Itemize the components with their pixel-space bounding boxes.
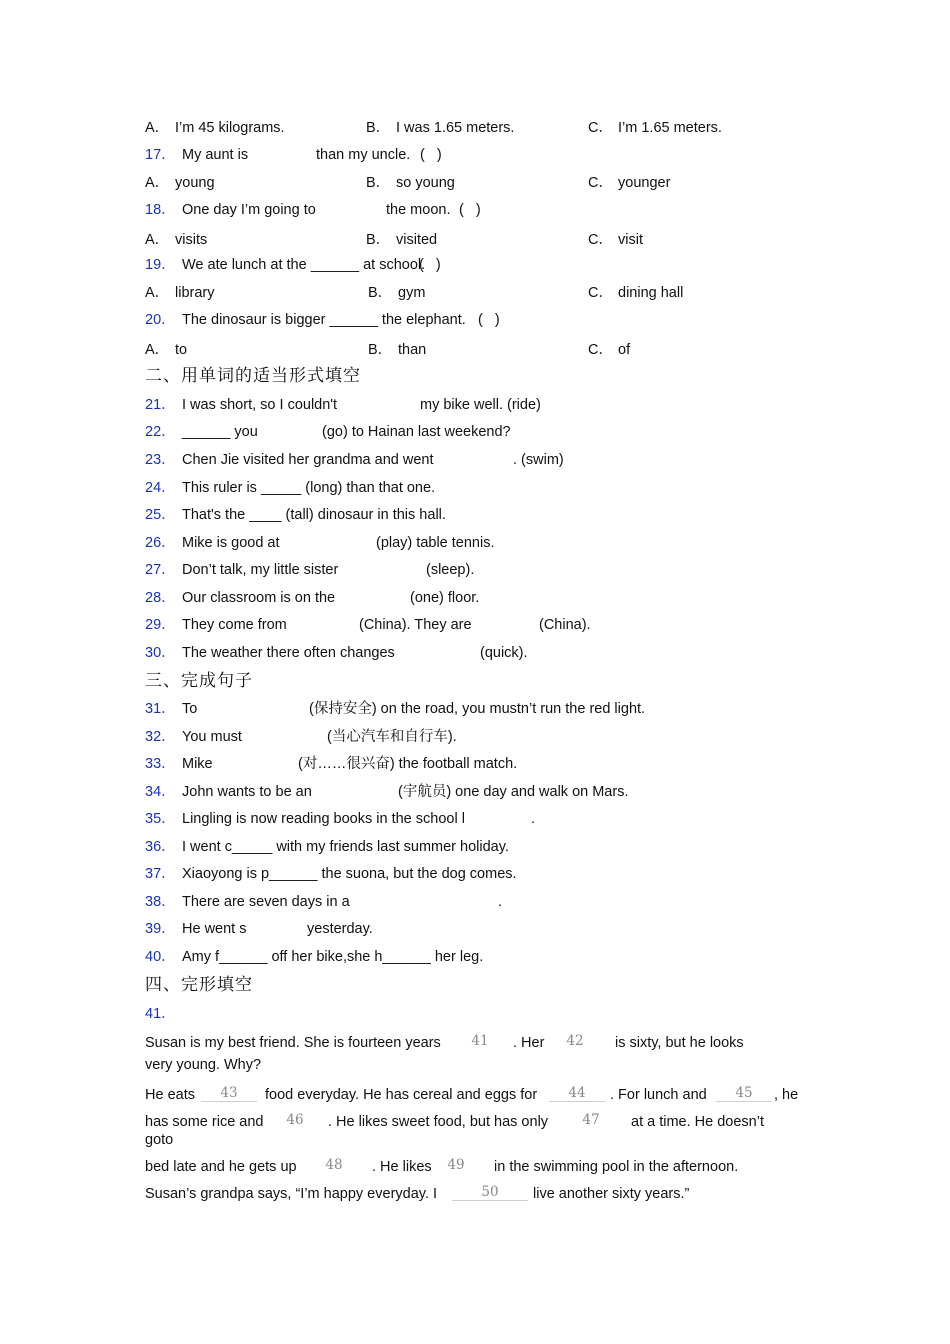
question-text: than my uncle. [316,147,411,163]
answer-paren: ( ) [419,257,441,273]
cloze-blank-42[interactable]: 42 [566,1033,584,1049]
question-text: . [498,894,503,910]
question-text: Mike [182,756,213,772]
question-text: To [182,701,198,717]
fill-question-28 [145,588,480,608]
cloze-blank-46[interactable]: 46 [286,1112,304,1128]
cloze-text: bed late and he gets up [145,1159,297,1175]
question-number: 28． [145,590,176,606]
question-number: 35． [145,811,176,827]
question-number: 18． [145,202,176,218]
question-text: You must [182,729,242,745]
question-text: There are seven days in a [182,894,350,910]
option-b[interactable]: B． than [368,342,427,358]
cloze-blank-49[interactable]: 49 [447,1157,465,1173]
option-a[interactable]: A． young [145,175,215,191]
cloze-blank-41[interactable]: 41 [471,1033,489,1049]
question-text: This ruler is _____ (long) than that one. [182,480,436,496]
question-number: 36． [145,839,176,855]
fill-question-23 [145,450,564,470]
question-text: (对……很兴奋) the football match. [298,756,518,772]
question-number: 32． [145,729,176,745]
cloze-text: He eats [145,1087,195,1103]
option-c[interactable]: C． visit [588,232,643,248]
option-c[interactable]: C． dining hall [588,285,684,301]
cloze-text: Susan is my best friend. She is fourteen years [145,1035,441,1051]
question-text: (当心汽车和自行车). [327,729,457,745]
question-text: I went c_____ with my friends last summer holiday. [182,839,509,855]
question-text: (China). They are [359,617,472,633]
question-number: 25． [145,507,176,523]
fill-question-26 [145,533,495,553]
fill-question-22 [145,422,511,442]
option-a[interactable]: A． library [145,285,215,301]
option-c[interactable]: C． of [588,342,631,358]
fill-question-21 [145,395,541,415]
fill-question-25 [145,505,446,525]
question-text: . [531,811,536,827]
sentence-question-32 [145,727,457,747]
option-b[interactable]: B． gym [368,285,426,301]
question-text: Amy f______ off her bike,she h______ her leg. [182,949,484,965]
question-text: That's the ____ (tall) dinosaur in this hall. [182,507,446,523]
question-17 [145,145,442,165]
option-a[interactable]: A． visits [145,232,208,248]
question-number: 20． [145,312,176,328]
question-number: 33． [145,756,176,772]
cloze-text: live another sixty years.” [533,1186,690,1202]
fill-question-27 [145,560,475,580]
fill-question-29 [145,615,591,635]
fill-question-30 [145,643,528,663]
question-text: (China). [539,617,591,633]
cloze-text: Susan’s grandpa says, “I’m happy everyday. I [145,1186,438,1202]
cloze-text: has some rice and [145,1114,264,1130]
option-c[interactable]: C． I’m 1.65 meters. [588,120,722,136]
question-text: The dinosaur is bigger ______ the elephant. [182,312,466,328]
question-number: 24． [145,480,176,496]
sentence-question-39 [145,919,373,939]
question-number: 29． [145,617,176,633]
cloze-text: . He likes [372,1159,432,1175]
cloze-blank-48[interactable]: 48 [325,1157,343,1173]
section-heading-2: 二、用单词的适当形式填空 [145,366,361,386]
question-text: ______ you [182,424,258,440]
cloze-number [145,1004,181,1024]
option-c[interactable]: C． younger [588,175,671,191]
question-text: Mike is good at [182,535,280,551]
cloze-blank-47[interactable]: 47 [582,1112,600,1128]
question-number: 21． [145,397,176,413]
question-text: He went s [182,921,247,937]
answer-paren: ( ) [420,147,442,163]
answer-paren: ( ) [459,202,481,218]
option-b[interactable]: B． I was 1.65 meters. [366,120,515,136]
cloze-text: food everyday. He has cereal and eggs for [265,1087,538,1103]
sentence-question-37 [145,864,517,884]
question-number: 17． [145,147,176,163]
fill-question-24 [145,478,436,498]
question-text: the moon. [386,202,451,218]
cloze-text: . He likes sweet food, but has only [328,1114,549,1130]
question-number: 19． [145,257,176,273]
question-text: . (swim) [513,452,564,468]
question-text: We ate lunch at the ______ at school. [182,257,426,273]
answer-paren: ( ) [478,312,500,328]
sentence-question-35 [145,809,536,829]
sentence-question-34 [145,782,629,802]
question-number: 37． [145,866,176,882]
question-text: They come from [182,617,287,633]
cloze-text: , he [774,1087,799,1103]
question-text: One day I’m going to [182,202,316,218]
question-number: 30． [145,645,176,661]
cloze-blank-50[interactable]: 50 [452,1184,528,1201]
question-18 [145,200,481,220]
option-b[interactable]: B． so young [366,175,455,191]
cloze-blank-44[interactable]: 44 [549,1085,605,1102]
question-20 [145,310,500,330]
question-number: 41． [145,1006,176,1022]
option-a[interactable]: A． to [145,342,188,358]
question-text: (go) to Hainan last weekend? [322,424,511,440]
cloze-text: is sixty, but he looks [615,1035,744,1051]
sentence-question-33 [145,754,518,774]
question-text: Chen Jie visited her grandma and went [182,452,434,468]
question-number: 38． [145,894,176,910]
cloze-text: . For lunch and [610,1087,707,1103]
question-19 [145,255,441,275]
cloze-text: very young. Why? [145,1057,262,1073]
question-text: (one) floor. [410,590,480,606]
cloze-blank-43[interactable]: 43 [201,1085,257,1102]
sentence-question-40 [145,947,484,967]
question-text: yesterday. [307,921,373,937]
question-number: 26． [145,535,176,551]
question-number: 39． [145,921,176,937]
question-text: (宇航员) one day and walk on Mars. [398,784,629,800]
sentence-question-36 [145,837,509,857]
cloze-text: in the swimming pool in the afternoon. [494,1159,739,1175]
question-text: (play) table tennis. [376,535,495,551]
question-number: 40． [145,949,176,965]
question-text: I was short, so I couldn't [182,397,338,413]
question-text: John wants to be an [182,784,312,800]
question-text: my bike well. (ride) [420,397,541,413]
cloze-text: goto [145,1132,174,1148]
question-number: 34． [145,784,176,800]
cloze-text: . Her [513,1035,545,1051]
question-text: (quick). [480,645,528,661]
question-text: (sleep). [426,562,475,578]
question-text: Don’t talk, my little sister [182,562,339,578]
question-text: (保持安全) on the road, you mustn’t run the red light. [309,701,646,717]
option-a[interactable]: A． I’m 45 kilograms. [145,120,285,136]
question-text: My aunt is [182,147,249,163]
section-heading-3: 三、完成句子 [145,671,253,691]
question-text: The weather there often changes [182,645,395,661]
question-text: Lingling is now reading books in the school l [182,811,465,827]
cloze-text: at a time. He doesn’t [631,1114,764,1130]
question-number: 23． [145,452,176,468]
question-number: 27． [145,562,176,578]
question-number: 31． [145,701,176,717]
question-number: 22． [145,424,176,440]
sentence-question-38 [145,892,503,912]
section-heading-4: 四、完形填空 [145,975,253,995]
question-text: Xiaoyong is p______ the suona, but the dog comes. [182,866,517,882]
option-b[interactable]: B． visited [366,232,438,248]
question-text: Our classroom is on the [182,590,336,606]
sentence-question-31 [145,699,646,719]
cloze-blank-45[interactable]: 45 [716,1085,772,1102]
